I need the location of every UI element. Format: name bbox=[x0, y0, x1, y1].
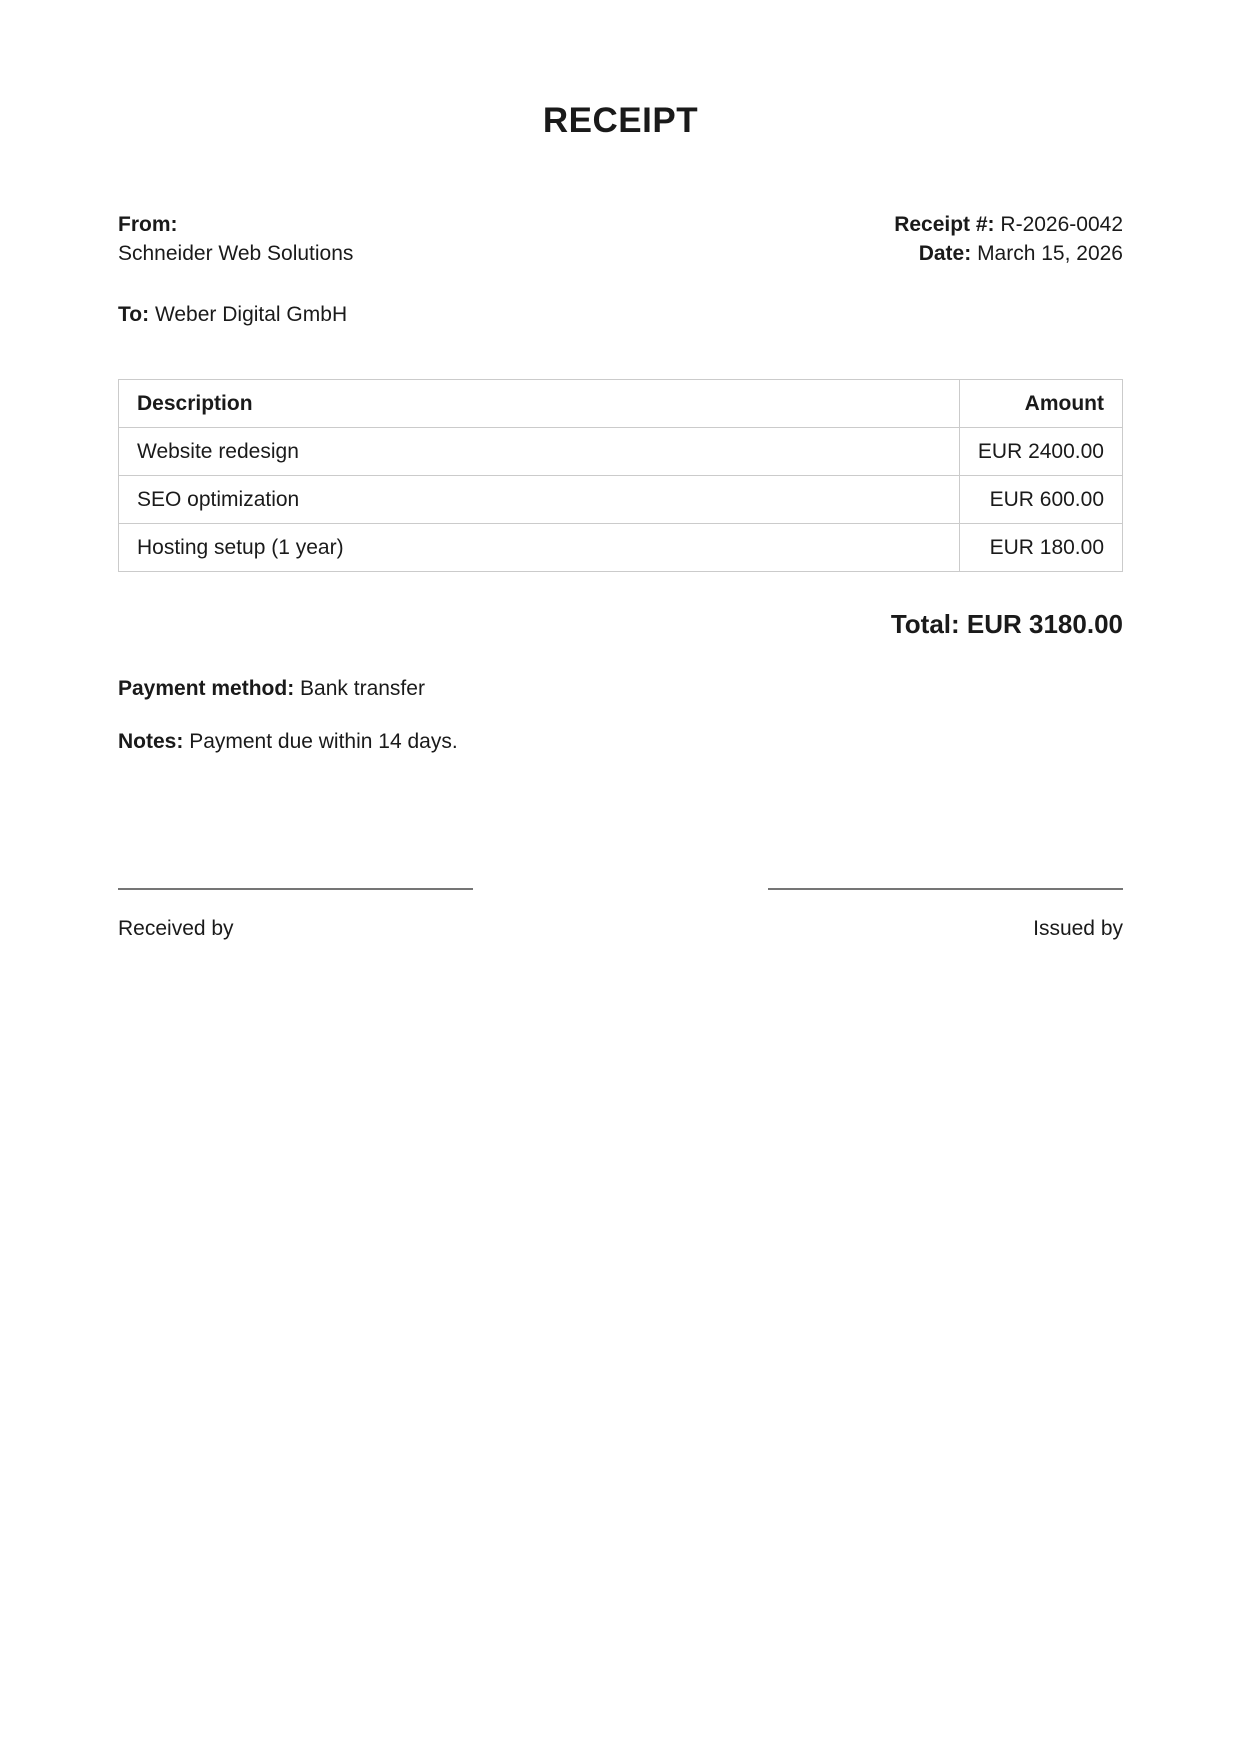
total-label-and-value: Total: EUR 3180.00 bbox=[890, 609, 1123, 639]
date-value: March 15, 2026 bbox=[977, 242, 1123, 265]
column-header-amount: Amount bbox=[959, 380, 1122, 428]
date-line bbox=[894, 239, 1123, 268]
line-items-table bbox=[118, 379, 1123, 572]
received-by-signature-block bbox=[118, 888, 473, 943]
item-description: SEO optimization bbox=[119, 476, 960, 524]
date-label: Date: bbox=[918, 242, 972, 265]
from-block bbox=[118, 210, 353, 268]
issued-by-signature-block bbox=[768, 888, 1123, 943]
payment-method-line bbox=[118, 674, 1123, 703]
received-by-label: Received by bbox=[118, 917, 234, 940]
receipt-number-value: R-2026-0042 bbox=[1000, 213, 1123, 236]
table-row bbox=[119, 428, 1123, 476]
from-label: From: bbox=[118, 213, 178, 236]
notes-line bbox=[118, 727, 1123, 756]
table-header-row bbox=[119, 380, 1123, 428]
column-header-description: Description bbox=[119, 380, 960, 428]
to-label: To: bbox=[118, 303, 150, 326]
item-amount: EUR 2400.00 bbox=[959, 428, 1122, 476]
payment-method-label: Payment method: bbox=[118, 677, 295, 700]
to-name: Weber Digital GmbH bbox=[154, 303, 348, 326]
item-amount: EUR 180.00 bbox=[959, 524, 1122, 572]
issued-by-label: Issued by bbox=[1033, 917, 1123, 940]
table-row bbox=[119, 476, 1123, 524]
receipt-number-line bbox=[894, 210, 1123, 239]
receipt-meta-block bbox=[894, 210, 1123, 268]
table-row bbox=[119, 524, 1123, 572]
notes-label: Notes: bbox=[118, 730, 184, 753]
total-line bbox=[118, 608, 1123, 640]
from-name: Schneider Web Solutions bbox=[118, 242, 354, 265]
page-title: RECEIPT bbox=[542, 101, 699, 140]
header-meta-row bbox=[118, 210, 1123, 268]
item-description: Website redesign bbox=[119, 428, 960, 476]
receipt-number-label: Receipt #: bbox=[894, 213, 995, 236]
item-description: Hosting setup (1 year) bbox=[119, 524, 960, 572]
notes-value: Payment due within 14 days. bbox=[189, 730, 458, 753]
item-amount: EUR 600.00 bbox=[959, 476, 1122, 524]
issued-by-signature-line bbox=[768, 888, 1123, 890]
to-line bbox=[118, 300, 1123, 329]
payment-method-value: Bank transfer bbox=[300, 677, 425, 700]
signature-row bbox=[118, 888, 1123, 943]
received-by-signature-line bbox=[118, 888, 473, 890]
